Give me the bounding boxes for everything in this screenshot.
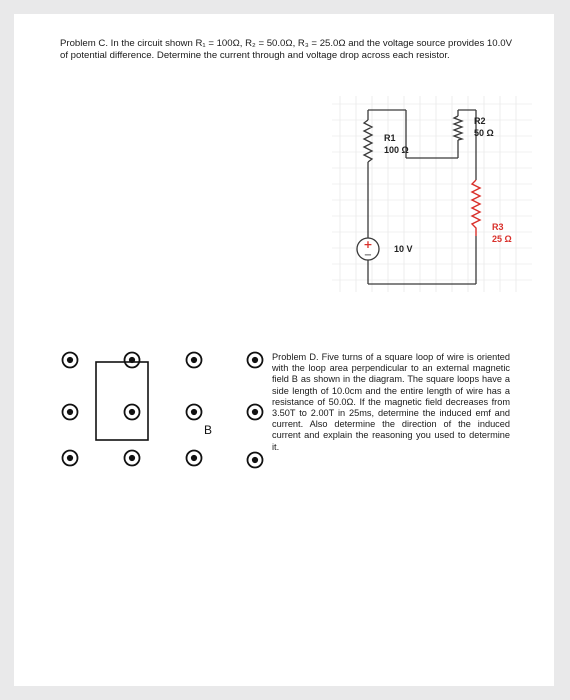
field-out-icon bbox=[248, 353, 263, 468]
problem-d-text: Problem D. Five turns of a square loop of wire is oriented with the loop area perpendicular to an external magnetic field B as shown in the diagram. The square loops have a side length of 10.0cm and the entire length of wire has a resistance of 50.0Ω. If the magnetic field decreases from 3.50T to 2.00T in 25ms, determine the induced emf and current. Also determine the direction of the induced current and explain the reasoning you used to determine it. bbox=[272, 352, 510, 452]
square-loop bbox=[96, 362, 148, 440]
source-minus-sign: − bbox=[363, 250, 373, 261]
field-label-b: B bbox=[204, 423, 213, 437]
resistor-r3 bbox=[472, 180, 480, 236]
resistor-r1 bbox=[364, 120, 372, 162]
field-out-icon bbox=[63, 353, 231, 466]
source-value-label: 10 V bbox=[394, 244, 413, 254]
circuit-diagram bbox=[332, 96, 532, 292]
magnetic-field-diagram bbox=[60, 346, 230, 482]
voltage-source bbox=[357, 238, 379, 261]
document-page bbox=[14, 14, 554, 686]
field-column-right bbox=[244, 350, 266, 476]
r3-value-label: 25 Ω bbox=[492, 234, 512, 244]
problem-c-text: Problem C. In the circuit shown R₁ = 100Ω, R₂ = 50.0Ω, R₃ = 25.0Ω and the voltage source provides 10.0V of potential difference. Determine the current through and voltage drop across each resistor. bbox=[60, 38, 512, 61]
circuit-grid bbox=[332, 96, 532, 292]
source-plus-sign: + bbox=[363, 238, 373, 251]
r2-value-label: 50 Ω bbox=[474, 128, 494, 138]
r2-name-label: R2 bbox=[474, 116, 486, 126]
r1-value-label: 100 Ω bbox=[384, 145, 409, 155]
r3-name-label: R3 bbox=[492, 222, 504, 232]
resistor-r2 bbox=[454, 116, 462, 140]
r1-name-label: R1 bbox=[384, 133, 396, 143]
